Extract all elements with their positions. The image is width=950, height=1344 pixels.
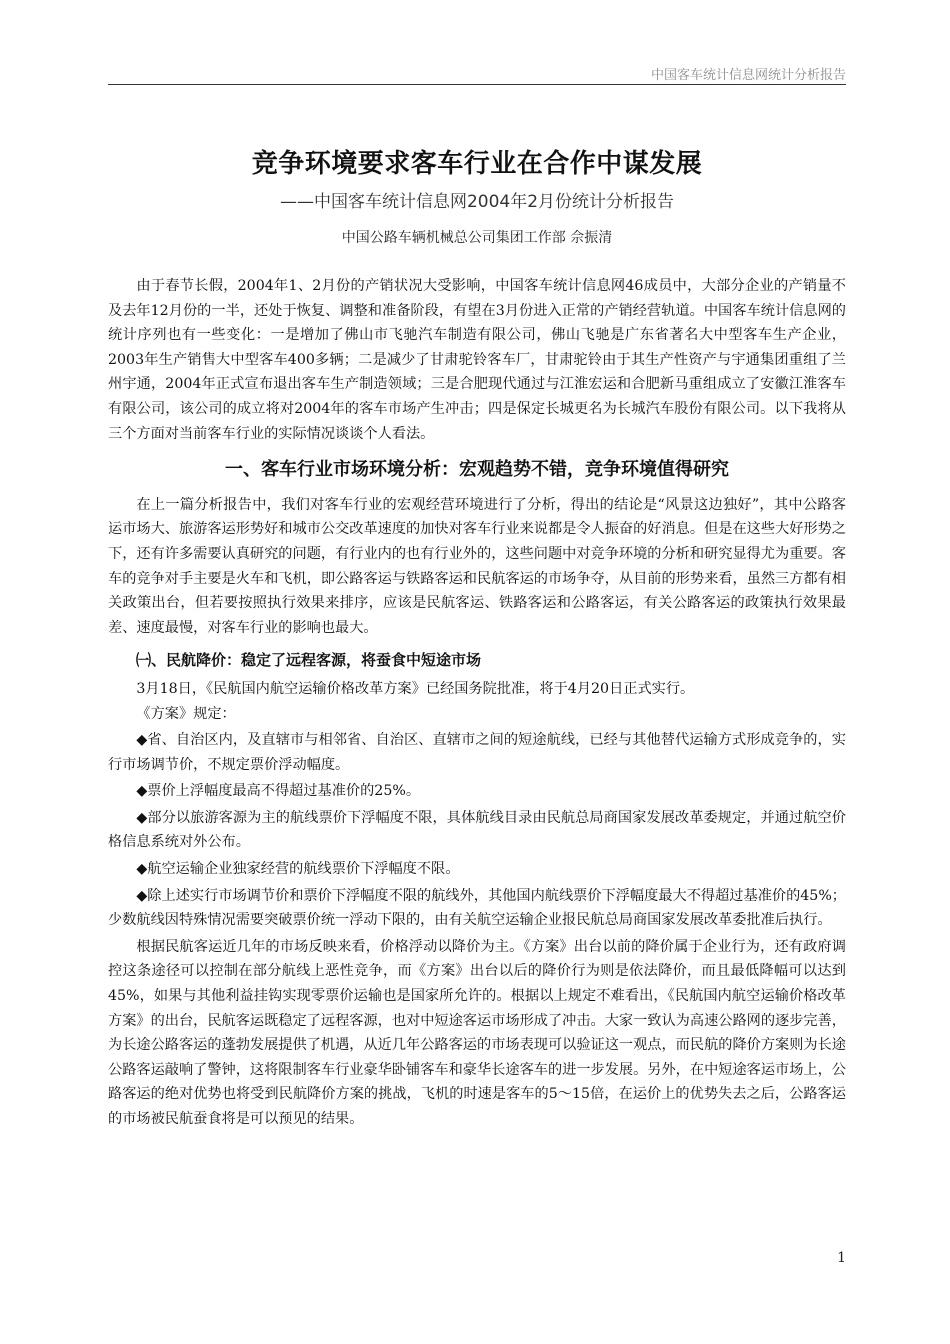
header-rule xyxy=(108,84,846,85)
subsection-1-paragraph-1: 3月18日，《民航国内航空运输价格改革方案》已经国务院批准，将于4月20日正式实行。 xyxy=(136,680,695,697)
page-number: 1 xyxy=(837,1250,846,1266)
author-line: 中国公路车辆机械总公司集团工作部 佘振清 xyxy=(341,230,613,246)
document-title: 竞争环境要求客车行业在合作中谋发展 xyxy=(251,149,703,179)
section-1-heading: 一、客车行业市场环境分析：宏观趋势不错，竞争环境值得研究 xyxy=(225,459,729,481)
running-header: 中国客车统计信息网统计分析报告 xyxy=(650,68,846,83)
intro-paragraph: 由于春节长假，2004年1、2月份的产销状况大受影响，中国客车统计信息网46成员中，大部分企业的产销量不及去年12月份的一半，还处于恢复、调整和准备阶段，有望在3月份进入正常的产销经营轨道。中国客车统计信息网的统计序列也有一些变化：一是增加了佛山市飞驰汽车制造有限公司，佛山飞驰是广东省著名大中型客车生产企业，2003年生产销售大中型客车400多辆；二是减少了甘肃驼铃客车厂，甘肃驼铃由于其生产性资产与宇通集团重组了兰州宇通，2004年正式宣布退出客车生产制造领域；三是合肥现代通过与江淮宏运和合肥新马重组成立了安徽江淮客车有限公司，该公司的成立将对2004年的客车市场产生冲击；四是保定长城更名为长城汽车股份有限公司。以下我将从三个方面对当前客车行业的实际情况谈谈个人看法。 xyxy=(108,278,846,442)
subsection-1-paragraph-3: 根据民航客运近几年的市场反映来看，价格浮动以降价为主。《方案》出台以前的降价属于企业行为，还有政府调控这条途径可以控制在部分航线上恶性竞争，而《方案》出台以后的降价行为则是依法降价，而且最低降幅可以达到45%，如果与其他利益挂钩实现零票价运输也是国家所允许的。根据以上规定不难看出，《民航国内航空运输价格改革方案》的出台，民航客运既稳定了远程客源，也对中短途客运市场形成了冲击。大家一致认为高速公路网的逐步完善，为长途公路客运的蓬勃发展提供了机遇，从近几年公路客运的市场表现可以验证这一观点，而民航的降价方案则为长途公路客运敲响了警钟，这将限制客车行业豪华卧铺客车和豪华长途客车的进一步发展。另外，在中短途客运市场上，公路客运的绝对优势也将受到民航降价方案的挑战，飞机的时速是客车的5～15倍，在运价上的优势失去之后，公路客运的市场被民航蚕食将是可以预见的结果。 xyxy=(108,938,846,1127)
subsection-1-heading: ㈠、民航降价：稳定了远程客源，将蚕食中短途市场 xyxy=(136,651,482,670)
document-subtitle: ——中国客车统计信息网2004年2月份统计分析报告 xyxy=(279,192,675,212)
bullet-item: ◆航空运输企业独家经营的航线票价下浮幅度不限。 xyxy=(136,861,460,878)
bullet-item: ◆除上述实行市场调节价和票价下浮幅度不限的航线外，其他国内航线票价下浮幅度最大不得超过基准价的45%；少数航线因特殊情况需要突破票价统一浮动下限的，由有关航空运输企业报民航总局商国家发展改革委批准后执行。 xyxy=(108,887,846,929)
subsection-1-paragraph-2: 《方案》规定： xyxy=(136,705,236,722)
bullet-item: ◆票价上浮幅度最高不得超过基准价的25%。 xyxy=(136,783,421,800)
bullet-item: ◆省、自治区内，及直辖市与相邻省、自治区、直辖市之间的短途航线，已经与其他替代运输方式形成竞争的，实行市场调节价，不规定票价浮动幅度。 xyxy=(108,732,846,773)
section-1-paragraph: 在上一篇分析报告中，我们对客车行业的宏观经营环境进行了分析，得出的结论是“风景这边独好”，其中公路客运市场大、旅游客运形势好和城市公交改革速度的加快对客车行业来说都是令人振奋的好消息。但是在这些大好形势之下，还有许多需要认真研究的问题，有行业内的也有行业外的，这些问题中对竞争环境的分析和研究显得尤为重要。客车的竞争对手主要是火车和飞机，即公路客运与铁路客运和民航客运的市场争夺，从目前的形势来看，虽然三方都有相关政策出台，但若要按照执行效果来排序，应该是民航客运、铁路客运和公路客运，有关公路客运的政策执行效果最差、速度最慢，对客车行业的影响也最大。 xyxy=(108,496,846,636)
bullet-item: ◆部分以旅游客源为主的航线票价下浮幅度不限，具体航线目录由民航总局商国家发展改革委规定，并通过航空价格信息系统对外公布。 xyxy=(108,809,846,851)
document-body xyxy=(108,274,846,1132)
